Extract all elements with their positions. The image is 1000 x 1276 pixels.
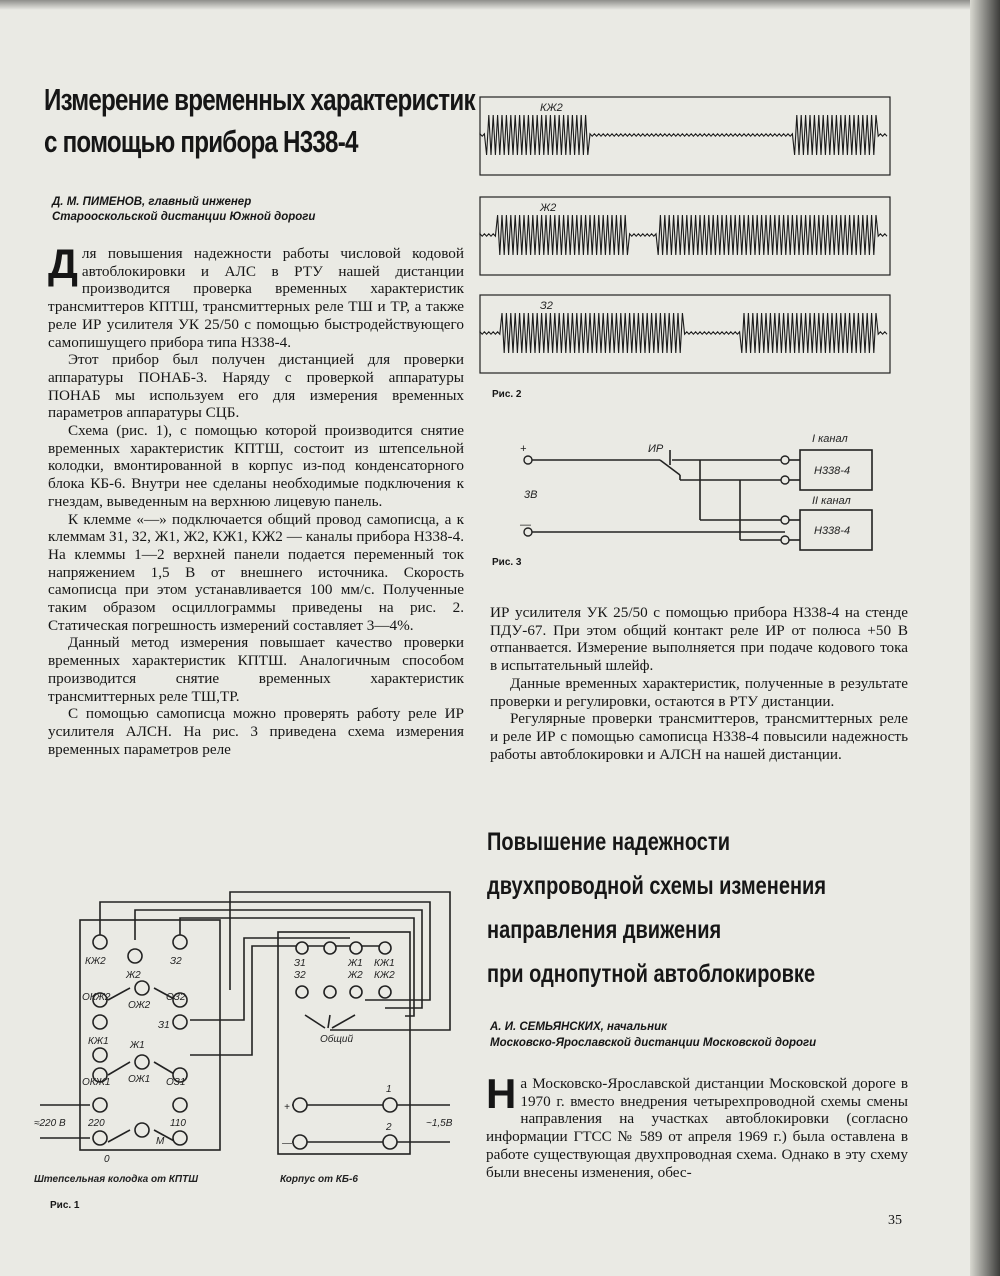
label-top-z2: З2 (294, 970, 306, 981)
article-body-right (490, 604, 908, 763)
label-0: 0 (104, 1154, 110, 1165)
paragraph-4: К клемме «—» подключается общий провод самописца, а к клеммам З1, З2, Ж1, Ж2, КЖ1, КЖ2 — каналы прибора Н338-4. На клеммы 1—2 верхней панели подается переменный ток напряжением 1,5 В от внешнего источника. Скорость самописца при этом устанавливается 100 мм/с. Полученные таким образом осциллограммы приведены на рис. 2. Статическая погрешность измерений составляет 3—4%. (48, 510, 464, 634)
article2-body (486, 1070, 908, 1181)
fig3-plus-label: + (520, 443, 527, 455)
article2-drop-cap: Н (486, 1070, 517, 1117)
label-oj1: ОЖ1 (128, 1074, 151, 1085)
label-220: 220 (88, 1118, 105, 1129)
figure-3-diagram (500, 420, 900, 560)
label-zh1: Ж1 (130, 1040, 145, 1051)
paragraph-7: ИР усилителя УК 25/50 с помощью прибора Н338-4 на стенде ПДУ-67. При этом общий контакт реле ИР от полюса +50 В отпанвается. Измерение выполняется при подаче кодового тока в испытательный шлейф. (490, 604, 908, 675)
page-number: 35 (888, 1213, 902, 1228)
article2-heading-line-2: двухпроводной схемы изменения (487, 872, 827, 900)
paragraph-1: ля повышения надежности работы числовой кодовой автоблокировки и АЛС в РТУ нашей дистанции производится проверка временных характеристик трансмиттеров КПТШ, трансмиттерных реле ТШ и ТР, а также реле ИР усилителя УК 25/50 с помощью быстродействующего самопишущего прибора типа Н338-4. (48, 245, 464, 351)
scan-binding-edge (970, 0, 1000, 1276)
label-top-z1: З1 (294, 958, 306, 969)
scan-top-shadow (0, 0, 1000, 10)
figure-1-caption: Рис. 1 (50, 1200, 80, 1211)
label-1: 1 (386, 1084, 392, 1095)
paragraph-8: Данные временных характеристик, полученные в результате проверки и регулировки, остаются в РТУ дистанции. (490, 674, 908, 710)
label-common: Общий (320, 1034, 354, 1045)
article-body-left (48, 240, 464, 758)
label-minus: — (282, 1138, 292, 1149)
plug-block-outline (80, 920, 220, 1150)
label-oj2: ОЖ2 (128, 1000, 151, 1011)
label-top-zh1: Ж1 (348, 958, 363, 969)
label-kzh1: КЖ1 (88, 1036, 109, 1047)
label-2: 2 (386, 1122, 392, 1133)
author-line-1: Д. М. ПИМЕНОВ, главный инженер (52, 196, 252, 208)
paragraph-9: Регулярные проверки трансмиттеров, трансмиттерных реле и реле ИР с помощью самописца Н338-4 повысили надежность работы автоблокировки и АЛСН на нашей дистанции. (490, 710, 908, 763)
voltage-3v-label: 3В (524, 489, 538, 501)
label-220v: ≈220 В (34, 1118, 66, 1129)
label-top-zh2: Ж2 (348, 970, 363, 981)
label-plus: + (284, 1102, 290, 1113)
channel-2-label: II канал (812, 495, 851, 507)
figure-2-oscillograms (478, 95, 918, 385)
author-line-2: Старооскольской дистанции Южной дороги (52, 211, 316, 223)
label-kb6-case: Корпус от КБ-6 (280, 1174, 358, 1185)
trace-label-zh2: Ж2 (540, 202, 557, 214)
label-okzh1: ОКЖ1 (82, 1077, 111, 1088)
article2-paragraph-1: а Московско-Ярославской дистанции Московской дороге в 1970 г. вместо внедрения четырехпроводной схемы смены направления на участках автоблокировки (согласно информации ГТСС № 589 от апреля 1969 г.) была оставлена в работе существующая двухпроводная схема. Однако в эту схему были внесены изменения, обес- (486, 1075, 908, 1181)
article2-heading-line-4: при однопутной автоблокировке (487, 960, 816, 988)
oscillogram-trace-2 (480, 215, 887, 255)
article-title-line-2: с помощью прибора Н338-4 (44, 124, 358, 159)
article-title-line-1: Измерение временных характеристик (44, 82, 475, 117)
paragraph-3: Схема (рис. 1), с помощью которой производится снятие временных характеристик КПТШ, состоит из штепсельной колодки, вмонтированной в корпус из-под конденсаторного блока КБ-6. Внутри нее сделаны необходимые подключения к гнездам, выведенным на верхнюю лицевую панель. (48, 422, 464, 510)
device-box-1-label: Н338-4 (814, 465, 851, 477)
label-z2: З2 (170, 956, 182, 967)
relay-ir-label: ИР (648, 443, 664, 455)
label-z1: З1 (158, 1020, 170, 1031)
paragraph-6: С помощью самописца можно проверять работу реле ИР усилителя АЛСН. На рис. 3 приведена схема измерения временных параметров реле (48, 705, 464, 758)
channel-1-label: I канал (812, 433, 848, 445)
figure-1-diagram (30, 880, 470, 1190)
label-oz1: ОЗ1 (166, 1077, 186, 1088)
drop-cap: Д (48, 240, 78, 287)
figure-2-caption: Рис. 2 (492, 389, 522, 400)
paragraph-5: Данный метод измерения повышает качество проверки временных характеристик КПТШ. Аналогичным способом производится снятие временных характеристик трансмиттерных реле ТШ,ТР. (48, 634, 464, 705)
trace-label-kzh2: КЖ2 (540, 102, 563, 114)
label-top-kzh1: КЖ1 (374, 958, 395, 969)
article2-heading-line-1: Повышение надежности (487, 828, 730, 856)
paragraph-2: Этот прибор был получен дистанцией для проверки аппаратуры ПОНАБ-3. Наряду с проверкой аппаратуры ПОНАБ мы используем его для измерения временных параметров аппаратуры СЦБ. (48, 351, 464, 422)
label-plug-block: Штепсельная колодка от КПТШ (34, 1174, 198, 1185)
fig3-minus-label: — (520, 519, 531, 531)
label-oz2: ОЗ2 (166, 992, 186, 1003)
trace-label-z2: З2 (540, 300, 553, 312)
label-kzh2: КЖ2 (85, 956, 106, 967)
article2-author-line-2: Московско-Ярославской дистанции Московской дороги (490, 1037, 817, 1049)
oscillogram-trace-1 (480, 115, 887, 155)
label-m: М (156, 1136, 165, 1147)
label-okzh2: ОКЖ2 (82, 992, 111, 1003)
article2-author-line-1: А. И. СЕМЬЯНСКИХ, начальник (490, 1021, 667, 1033)
oscillogram-trace-3 (480, 313, 887, 353)
device-box-2-label: Н338-4 (814, 525, 851, 537)
label-top-kzh2: КЖ2 (374, 970, 395, 981)
article2-heading-line-3: направления движения (487, 916, 722, 944)
label-110: 110 (170, 1118, 186, 1129)
label-1-5v: ~1,5В (426, 1118, 453, 1129)
figure-3-caption: Рис. 3 (492, 557, 522, 568)
label-zh2: Ж2 (126, 970, 141, 981)
